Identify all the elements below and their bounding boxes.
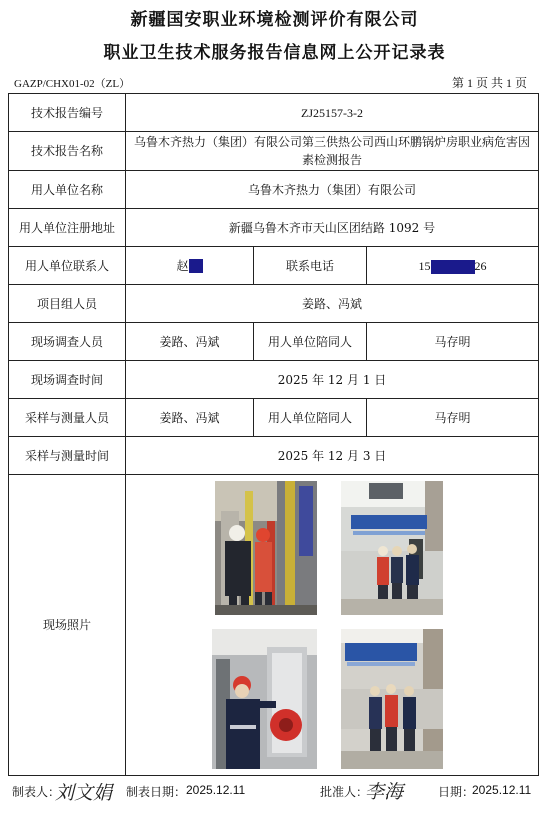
maker-label: 制表人： [12,785,61,799]
sampling-escort-label: 用人单位陪同人 [254,399,367,437]
phone-prefix: 15 [418,258,431,273]
page-info: 第 1 页 共 1 页 [451,76,527,90]
report-name: 乌鲁木齐热力（集团）有限公司第三供热公司西山环鹏锅炉房职业病危害因素检测报告 [126,132,539,171]
sampling-escort: 马存明 [367,399,539,437]
employer-name: 乌鲁木齐热力（集团）有限公司 [126,171,539,209]
photo-grid [126,475,538,775]
make-date-label: 制表日期： [126,785,187,799]
sampling-staff: 姜路、冯斌 [126,399,254,437]
phone-suffix: 26 [474,258,487,273]
survey-staff-label: 现场调查人员 [9,323,126,361]
approver-signature: 李海 [365,781,404,803]
contact-phone [367,247,539,285]
form-title: 职业卫生技术服务报告信息网上公开记录表 [103,43,446,63]
address-label: 用人单位注册地址 [9,209,126,247]
report-no: ZJ25157-3-2 [126,94,539,132]
report-name-label: 技术报告名称 [9,132,126,171]
contact-person [126,247,254,285]
photos-cell [126,475,539,776]
survey-time-label: 现场调查时间 [9,361,126,399]
sampling-time-label: 采样与测量时间 [9,437,126,475]
company-name: 新疆国安职业环境检测评价有限公司 [130,10,419,30]
site-photo-3 [212,629,317,769]
survey-staff: 姜路、冯斌 [126,323,254,361]
approve-date: 2025.12.11 [472,783,532,797]
sampling-staff-label: 采样与测量人员 [9,399,126,437]
date-label: 日期： [438,785,475,799]
site-photo-4 [341,629,443,769]
site-photo-2 [341,481,443,615]
record-table [8,93,539,776]
photos-label: 现场照片 [9,475,126,776]
make-date: 2025.12.11 [186,783,246,797]
contact-label: 用人单位联系人 [9,247,126,285]
employer-label: 用人单位名称 [9,171,126,209]
sampling-time: 2025 年 12 月 3 日 [126,437,539,475]
maker-signature: 刘文娟 [55,782,113,804]
survey-escort-label: 用人单位陪同人 [254,323,367,361]
phone-label: 联系电话 [254,247,367,285]
site-photo-1 [215,481,317,615]
form-code: GAZP/CHX01-02（ZL） [14,78,131,90]
team-members: 姜路、冯斌 [126,285,539,323]
employer-address: 新疆乌鲁木齐市天山区团结路 1092 号 [126,209,539,247]
redaction-mark [431,260,475,274]
survey-time: 2025 年 12 月 1 日 [126,361,539,399]
approver-label: 批准人： [320,785,369,799]
redaction-mark [189,259,203,273]
survey-escort: 马存明 [367,323,539,361]
team-label: 项目组人员 [9,285,126,323]
contact-person-text: 赵 [176,258,189,273]
report-no-label: 技术报告编号 [9,94,126,132]
